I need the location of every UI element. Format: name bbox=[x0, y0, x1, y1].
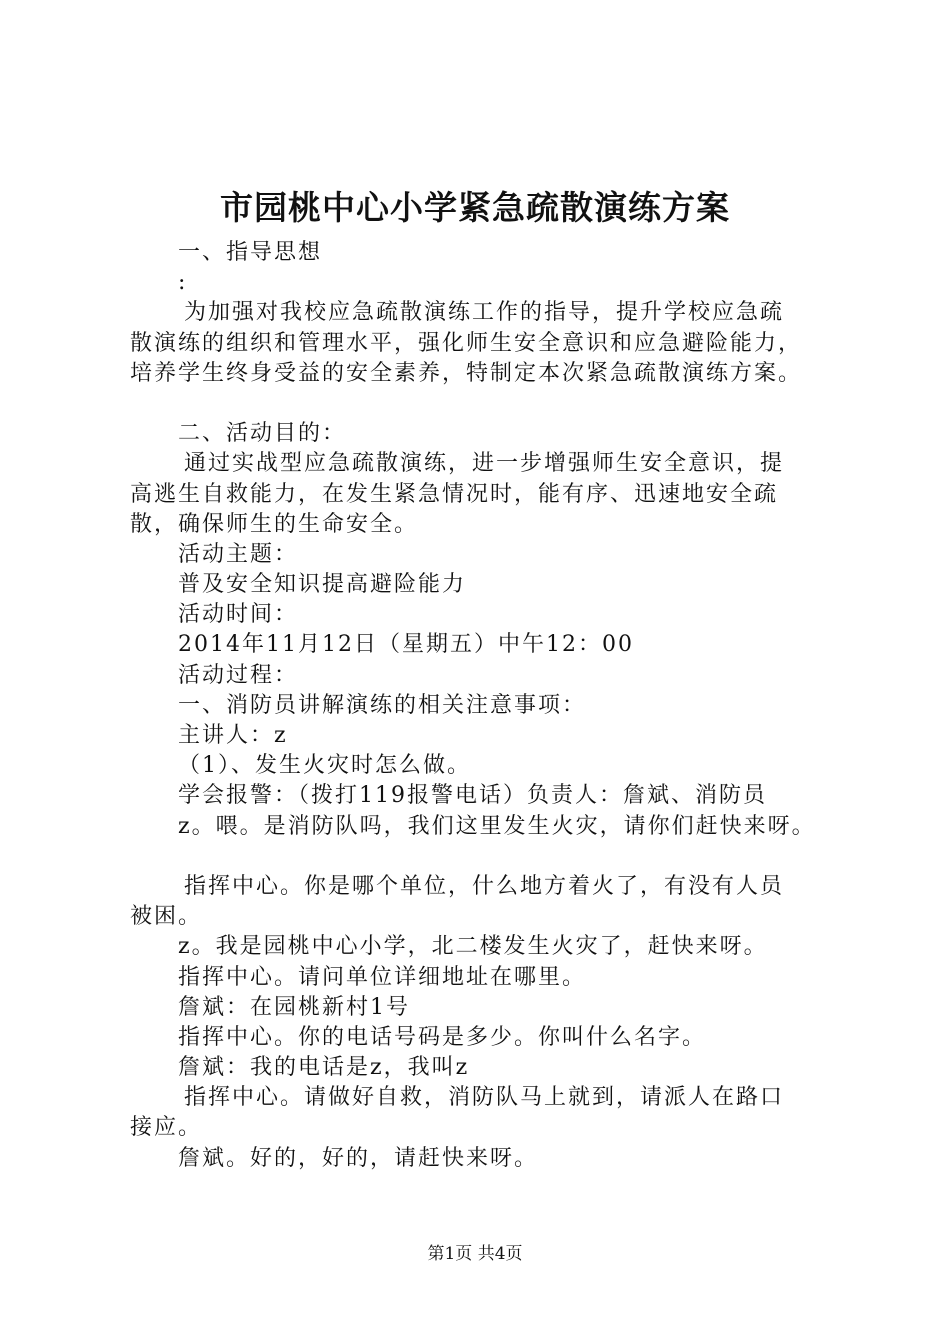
text-line: : bbox=[178, 270, 188, 296]
document-body bbox=[130, 238, 830, 1174]
paragraph-line: 指挥中心。请做好自救，消防队马上就到，请派人在路口 bbox=[184, 1085, 785, 1111]
text-line: 活动主题： bbox=[178, 541, 299, 567]
paragraph-line: 为加强对我校应急疏散演练工作的指导，提升学校应急疏 bbox=[184, 300, 785, 326]
section-heading: 二、活动目的： bbox=[178, 421, 347, 447]
paragraph-line: 散演练的组织和管理水平，强化师生安全意识和应急避险能力， bbox=[130, 330, 803, 356]
text-line: 詹斌。好的，好的，请赶快来呀。 bbox=[178, 1145, 539, 1171]
paragraph-line: 培养学生终身受益的安全素养，特制定本次紧急疏散演练方案。 bbox=[130, 360, 803, 386]
page-footer: 第1页 共4页 bbox=[427, 1244, 523, 1264]
text-line: （1）、发生火灾时怎么做。 bbox=[178, 753, 471, 779]
paragraph-line: 散，确保师生的生命安全。 bbox=[130, 511, 419, 537]
text-line: 2014年11月12日（星期五）中午12：00 bbox=[178, 632, 634, 658]
text-line: 詹斌：在园桃新村1号 bbox=[178, 994, 410, 1020]
text-line: 主讲人：z bbox=[178, 723, 288, 748]
text-line: 普及安全知识提高避险能力 bbox=[178, 572, 467, 598]
paragraph-line: 通过实战型应急疏散演练，进一步增强师生安全意识，提 bbox=[184, 451, 785, 477]
paragraph-line: 高逃生自救能力，在发生紧急情况时，能有序、迅速地安全疏 bbox=[130, 481, 779, 507]
text-line: 指挥中心。你的电话号码是多少。你叫什么名字。 bbox=[178, 1024, 707, 1050]
text-line: 指挥中心。请问单位详细地址在哪里。 bbox=[178, 964, 587, 990]
text-line: 活动过程： bbox=[178, 662, 299, 688]
blank-line bbox=[130, 389, 830, 419]
text-line: 一、消防员讲解演练的相关注意事项： bbox=[178, 692, 587, 718]
text-line: 詹斌：我的电话是z，我叫z bbox=[178, 1055, 470, 1081]
document-title: 市园桃中心小学紧急疏散演练方案 bbox=[220, 188, 730, 227]
text-line: z。我是园桃中心小学，北二楼发生火灾了，赶快来呀。 bbox=[178, 934, 768, 960]
paragraph-line: 接应。 bbox=[130, 1115, 203, 1141]
blank-line bbox=[130, 842, 830, 872]
text-line: 活动时间： bbox=[178, 602, 299, 628]
paragraph-line: 指挥中心。你是哪个单位，什么地方着火了，有没有人员 bbox=[184, 873, 785, 899]
section-heading: 一、指导思想 bbox=[178, 240, 323, 265]
text-line: z。喂。是消防队吗，我们这里发生火灾，请你们赶快来呀。 bbox=[178, 813, 816, 839]
paragraph-line: 被困。 bbox=[130, 904, 203, 930]
text-line: 学会报警：（拨打119报警电话）负责人：詹斌、消防员 bbox=[178, 783, 767, 809]
